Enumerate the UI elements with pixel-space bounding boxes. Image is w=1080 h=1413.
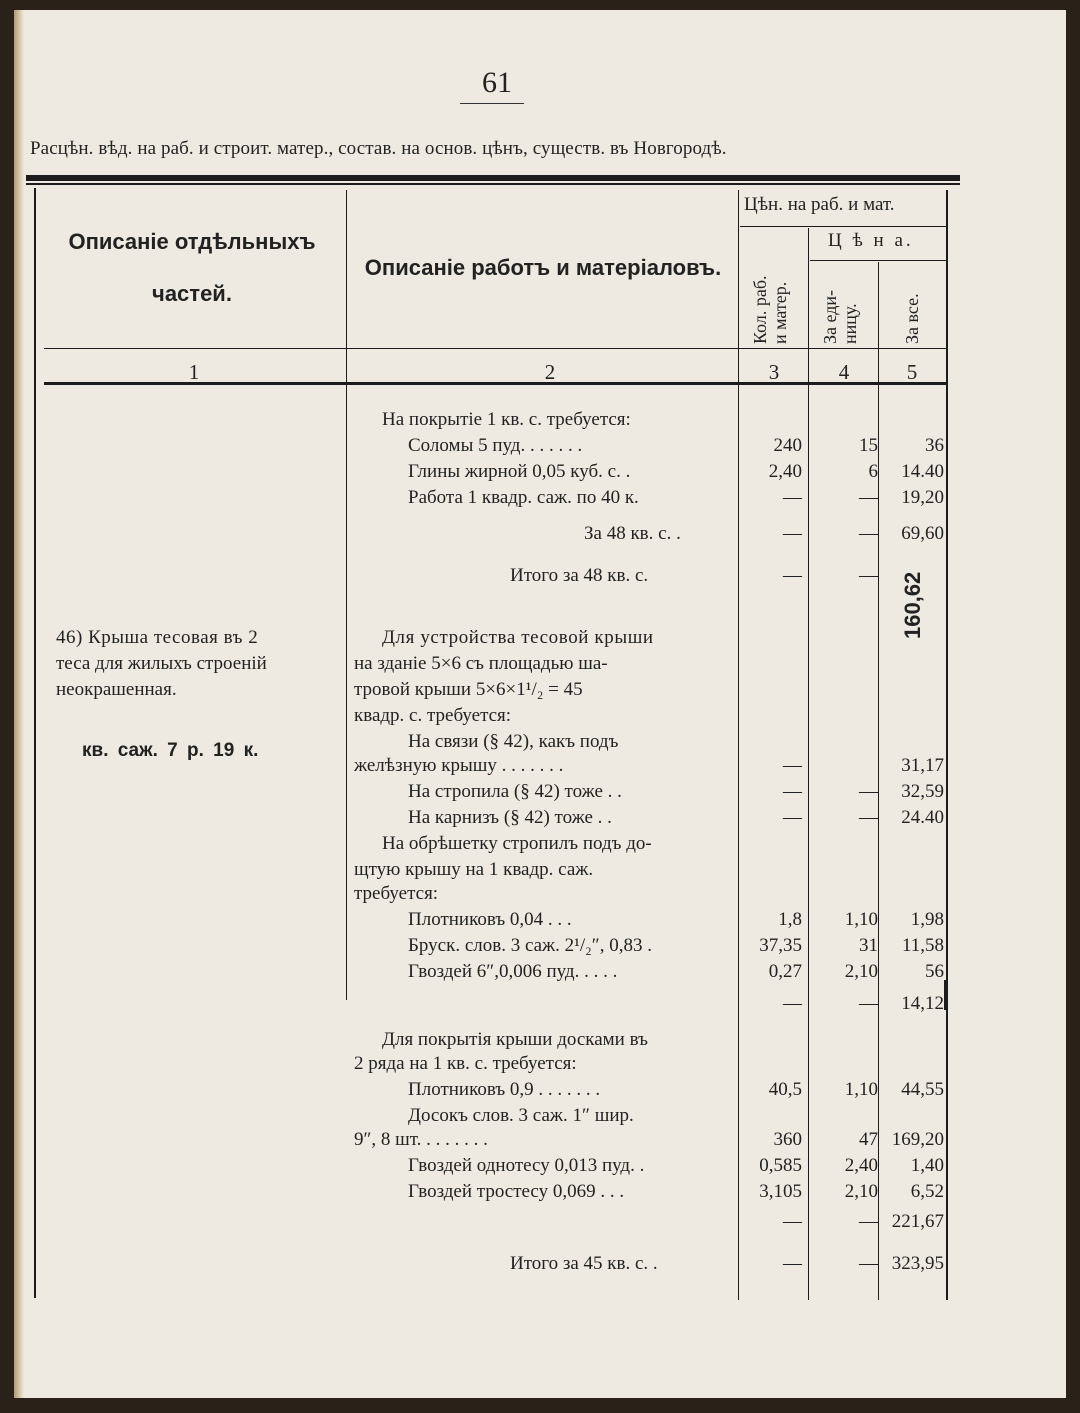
sec46-row-text-19: Итого за 45 кв. с. . bbox=[510, 1253, 658, 1274]
colnum-3: 3 bbox=[768, 360, 780, 384]
sec46-row-c5-3: 24.40 bbox=[901, 807, 944, 828]
sec46-row-text-16: Гвоздей однотесу 0,013 пуд. . bbox=[408, 1155, 645, 1176]
sec46-row-c4-19: — bbox=[859, 1253, 878, 1274]
col2-divider bbox=[738, 190, 739, 1300]
section-46-intro-1: Для устройства тесовой крыши bbox=[382, 627, 654, 648]
sec46-row-c3-16: 0,585 bbox=[759, 1155, 802, 1176]
sec45-row-text-5: Итого за 48 кв. с. bbox=[510, 565, 649, 586]
sec46-row-c5-8: 11,58 bbox=[901, 935, 944, 956]
sec46-row-c3-7: 1,8 bbox=[778, 909, 802, 930]
sec46-row-c5-17: 6,52 bbox=[910, 1181, 944, 1202]
sec46-row-text-15: 9″, 8 шт. . . . . . . . bbox=[354, 1129, 488, 1150]
page-number: 61 bbox=[482, 66, 512, 99]
sec45-row-text-0: На покрытіе 1 кв. с. требуется: bbox=[382, 409, 631, 430]
sec45-row-c4-5: — bbox=[859, 565, 878, 586]
sec46-row-text-6: требуется: bbox=[354, 883, 439, 904]
section-46-intro-2: на зданіе 5×6 съ площадью ша- bbox=[354, 653, 608, 674]
sec45-row-c5-3: 19,20 bbox=[901, 487, 944, 508]
left-border bbox=[34, 188, 36, 1298]
sec45-row-c5-2: 14.40 bbox=[901, 461, 944, 482]
sec46-row-c4-10: — bbox=[859, 993, 878, 1014]
header-col3-line1: Кол. раб. bbox=[750, 275, 770, 344]
sec45-row-c3-5: — bbox=[783, 565, 802, 586]
sec45-row-text-4: За 48 кв. с. . bbox=[584, 523, 681, 544]
sec46-row-text-3: На карнизъ (§ 42) тоже . . bbox=[408, 807, 612, 828]
sec46-row-c3-2: — bbox=[783, 781, 802, 802]
sec46-row-c3-17: 3,105 bbox=[759, 1181, 802, 1202]
sec46-row-c3-8: 37,35 bbox=[759, 935, 802, 956]
col4-divider bbox=[878, 262, 879, 1300]
sec45-row-c5-4: 69,60 bbox=[901, 523, 944, 544]
colnum-5: 5 bbox=[906, 360, 918, 384]
header-col2: Описаніе работъ и матеріаловъ. bbox=[364, 255, 722, 280]
sec46-row-c3-1: — bbox=[783, 755, 802, 776]
sec46-row-c4-18: — bbox=[859, 1211, 878, 1232]
sec46-row-text-14: Досокъ слов. 3 саж. 1″ шир. bbox=[408, 1105, 634, 1126]
sec45-row-text-3: Работа 1 квадр. саж. по 40 к. bbox=[408, 487, 639, 508]
sec45-row-c3-3: — bbox=[783, 487, 802, 508]
sec45-row-c3-4: — bbox=[783, 523, 802, 544]
section-46-title-line2: теса для жилыхъ строеній bbox=[56, 653, 267, 674]
sec46-row-text-8: Бруск. слов. 3 саж. 2¹/₂″, 0,83 . bbox=[408, 935, 652, 956]
sec46-row-c5-1: 31,17 bbox=[901, 755, 944, 776]
section-46-price: кв. саж. 7 р. 19 к. bbox=[82, 740, 259, 761]
col1-divider bbox=[346, 190, 347, 1000]
header-col5: За все. bbox=[902, 293, 922, 344]
sec46-row-c5-13: 44,55 bbox=[901, 1079, 944, 1100]
sec46-row-c5-16: 1,40 bbox=[910, 1155, 944, 1176]
sec46-row-c3-15: 360 bbox=[773, 1129, 802, 1150]
section-46-title-line1: 46) Крыша тесовая въ 2 bbox=[56, 627, 259, 648]
sec46-row-c4-13: 1,10 bbox=[844, 1079, 878, 1100]
header-price-sub: Ц ѣ н а. bbox=[828, 230, 914, 251]
sec45-row-c4-2: 6 bbox=[868, 461, 878, 482]
sec46-row-text-0: На связи (§ 42), какъ подъ bbox=[408, 731, 619, 752]
section-45-total: 160,62 bbox=[900, 571, 925, 639]
sec46-row-c5-15: 169,20 bbox=[891, 1129, 944, 1150]
header-col4-line2: ницу. bbox=[840, 303, 860, 344]
sec46-row-c3-18: — bbox=[783, 1211, 802, 1232]
subtotal-rule-1 bbox=[944, 980, 946, 1010]
sec46-row-c4-2: — bbox=[859, 781, 878, 802]
header-col1-line2: частей. bbox=[152, 281, 232, 306]
section-46-intro-4: квадр. с. требуется: bbox=[354, 705, 512, 726]
top-rule-thin bbox=[26, 183, 960, 185]
sec45-row-text-1: Соломы 5 пуд. . . . . . . bbox=[408, 435, 583, 456]
document-page bbox=[14, 10, 1066, 1398]
sec46-row-c4-15: 47 bbox=[859, 1129, 878, 1150]
sec45-row-c3-2: 2,40 bbox=[768, 461, 802, 482]
sec46-row-c3-10: — bbox=[783, 993, 802, 1014]
sec46-row-c4-16: 2,40 bbox=[844, 1155, 878, 1176]
header-bottom-rule bbox=[44, 348, 946, 349]
sec46-row-c3-19: — bbox=[783, 1253, 802, 1274]
sec46-row-text-4: На обрѣшетку стропилъ подъ до- bbox=[382, 833, 652, 854]
sec46-row-c3-3: — bbox=[783, 807, 802, 828]
right-border bbox=[946, 190, 948, 1300]
sec46-row-text-5: щтую крышу на 1 квадр. саж. bbox=[354, 859, 594, 880]
sec46-row-c5-10: 14,12 bbox=[901, 993, 944, 1014]
price-sub-rule bbox=[810, 260, 946, 261]
sec46-row-text-7: Плотниковъ 0,04 . . . bbox=[408, 909, 572, 930]
header-price-group: Цѣн. на раб. и мат. bbox=[744, 194, 895, 215]
section-46-title-line3: неокрашенная. bbox=[56, 679, 177, 700]
header-col1-line1: Описаніе отдѣльныхъ bbox=[68, 229, 316, 254]
header-col3-line2: и матер. bbox=[770, 281, 790, 344]
sec46-row-c5-9: 56 bbox=[925, 961, 944, 982]
colnum-2: 2 bbox=[544, 360, 556, 384]
sec45-row-c3-1: 240 bbox=[773, 435, 802, 456]
sec45-row-c4-1: 15 bbox=[859, 435, 878, 456]
section-46-intro-3: тровой крыши 5×6×1¹/₂ = 45 bbox=[354, 679, 583, 700]
sec46-row-c5-7: 1,98 bbox=[910, 909, 944, 930]
sec46-row-c4-17: 2,10 bbox=[844, 1181, 878, 1202]
colnum-4: 4 bbox=[838, 360, 850, 384]
header-col4-line1: За еди- bbox=[820, 289, 840, 344]
sec45-row-c4-3: — bbox=[859, 487, 878, 508]
sec46-row-text-1: желѣзную крышу . . . . . . . bbox=[354, 755, 564, 776]
sec45-row-c4-4: — bbox=[859, 523, 878, 544]
sec46-row-c5-2: 32,59 bbox=[901, 781, 944, 802]
sec46-row-text-2: На стропила (§ 42) тоже . . bbox=[408, 781, 622, 802]
sec46-row-text-13: Плотниковъ 0,9 . . . . . . . bbox=[408, 1079, 601, 1100]
sec46-row-c4-9: 2,10 bbox=[844, 961, 878, 982]
sec46-row-c4-3: — bbox=[859, 807, 878, 828]
top-rule-thick bbox=[26, 175, 960, 181]
sec46-row-c5-18: 221,67 bbox=[891, 1211, 944, 1232]
colnum-1: 1 bbox=[188, 360, 200, 384]
sec45-row-c5-1: 36 bbox=[925, 435, 944, 456]
running-title: Расцѣн. вѣд. на раб. и строит. матер., состав. на основ. цѣнъ, существ. въ Новгородѣ. bbox=[30, 138, 727, 159]
page-number-underline bbox=[460, 103, 524, 104]
header-col4 bbox=[820, 268, 860, 344]
col3-divider bbox=[808, 228, 809, 1300]
sec46-row-c4-8: 31 bbox=[859, 935, 878, 956]
sec45-row-text-2: Глины жирной 0,05 куб. с. . bbox=[408, 461, 631, 482]
sec46-row-text-9: Гвоздей 6″,0,006 пуд. . . . . bbox=[408, 961, 618, 982]
sec46-row-c5-19: 323,95 bbox=[891, 1253, 944, 1274]
price-group-rule bbox=[740, 226, 946, 227]
sec46-row-c3-13: 40,5 bbox=[768, 1079, 802, 1100]
sec46-row-c4-7: 1,10 bbox=[844, 909, 878, 930]
header-col3 bbox=[750, 236, 790, 344]
sec46-row-c3-9: 0,27 bbox=[768, 961, 802, 982]
sec46-row-text-12: 2 ряда на 1 кв. с. требуется: bbox=[354, 1053, 577, 1074]
sec46-row-text-17: Гвоздей тростесу 0,069 . . . bbox=[408, 1181, 625, 1202]
header-col1 bbox=[38, 216, 346, 320]
sec46-row-text-11: Для покрытія крыши досками въ bbox=[382, 1029, 648, 1050]
